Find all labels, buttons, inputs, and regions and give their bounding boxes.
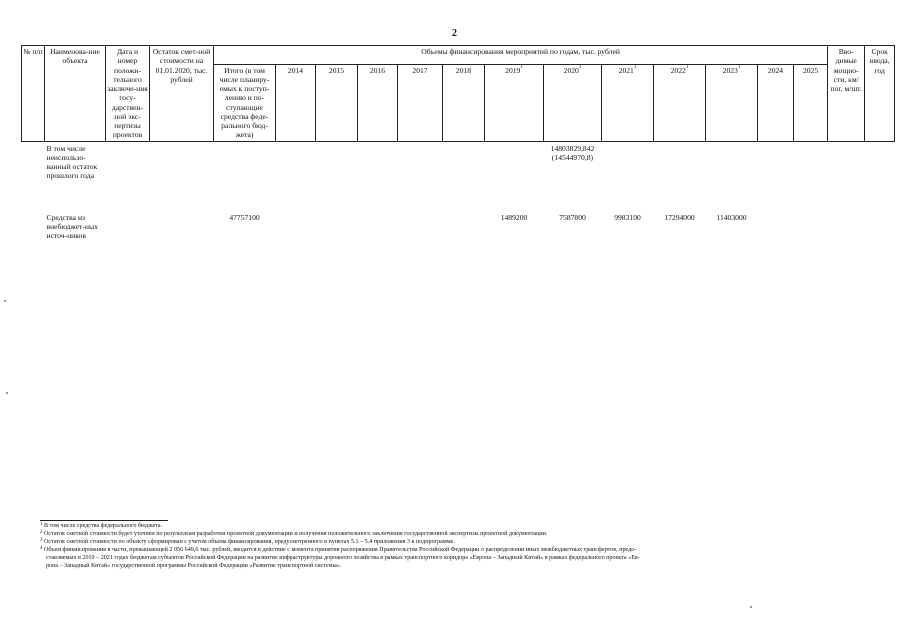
header-year — [358, 64, 398, 141]
header-year — [706, 64, 758, 141]
cell-value — [276, 141, 316, 207]
year-footnote-mark: 1 — [520, 64, 523, 70]
cell-value — [358, 207, 398, 266]
year-label: 2016 — [369, 65, 386, 75]
footnote — [40, 539, 880, 547]
header-name: Наименова-ние объекта — [45, 46, 106, 142]
year-label: 2021 — [618, 65, 634, 75]
header-term: Срок ввода, год — [865, 46, 895, 142]
footnote-separator — [40, 520, 168, 521]
header-year — [794, 64, 828, 141]
header-year — [485, 64, 544, 141]
header-balance: Остаток смет-ной стоимости на 01.01.2020, тыс. рублей — [150, 46, 214, 142]
scan-speck — [6, 392, 8, 394]
row-name: В том числе неиспользо-ванный остаток прошлого года — [46, 143, 98, 181]
footnote-mark: 4 — [40, 545, 43, 551]
header-year — [276, 64, 316, 141]
row-total — [214, 141, 276, 207]
header-year — [443, 64, 485, 141]
header-year — [544, 64, 602, 141]
cell-value — [398, 141, 443, 207]
header-year — [654, 64, 706, 141]
header-funding-group: Объемы финансирования мероприятий по годам, тыс. рублей — [214, 46, 828, 65]
cell-value — [443, 141, 485, 207]
cell-value — [654, 141, 706, 207]
row-name: Средства из внебюджет-ных источ-ников — [46, 212, 98, 240]
year-label: 2017 — [412, 65, 428, 75]
header-year — [316, 64, 358, 141]
year-label: 2020 — [563, 65, 579, 75]
header-year — [398, 64, 443, 141]
cell-value: 1489200 — [500, 212, 528, 222]
header-year — [758, 64, 794, 141]
year-footnote-mark: 1 — [685, 64, 689, 70]
cell-value: 17294000 — [664, 212, 695, 222]
cell-value: 11403000 — [716, 212, 747, 222]
cell-value — [758, 141, 794, 207]
cell-value — [602, 141, 654, 207]
footnote-text: В том числе средства федерального бюджета. — [44, 523, 163, 529]
footnote-continuation: ропа – Западный Китай» государственной программы Российской Федерации «Развитие транспортной системы». — [46, 562, 342, 569]
footnote-text: Остаток сметной стоимости по объекту сформирован с учетом объема финансирования, предусмотренного в пунктах 5.1 – 5.4 приложения 3 к подпрограмме. — [44, 538, 455, 545]
cell-value — [316, 141, 358, 207]
header-capacity: Вво-димые мощно-сти, км/ пог. м/шт. — [828, 46, 865, 142]
footnote-text: Объем финансирования в части, превышающей 2 056 649,6 тыс. рублей, вводится в действие с момента принятия распоряжения Правительства Российской Федерации о распределении иных межбюджетных трансфертов, предо- — [44, 546, 637, 553]
scan-speck — [750, 606, 752, 608]
header-total: Итого (в том числе планиру-емых к поступ-лению и по-ступающие средства феде-рального бюд-жета) — [214, 64, 276, 141]
cell-value — [706, 141, 758, 207]
footnote — [40, 547, 880, 555]
cell-value: 14803829,842 (14544970,8) — [550, 143, 595, 162]
year-label: 2022 — [670, 65, 686, 75]
footnote-mark: 1 — [40, 522, 43, 527]
page-number: 2 — [452, 28, 457, 39]
header-year — [602, 64, 654, 141]
scan-speck — [4, 300, 6, 302]
cell-value — [316, 207, 358, 266]
header-date: Дата и номер положи-тельного заключе-ния госу-дарствен-ной экс-пертизы проектов — [107, 47, 148, 140]
cell-value — [398, 207, 443, 266]
table-row — [22, 207, 895, 266]
cell-value: 9983100 — [614, 212, 641, 222]
year-label: 2023 — [722, 65, 738, 75]
footnote — [40, 531, 880, 539]
cell-value — [794, 141, 828, 207]
cell-value — [443, 207, 485, 266]
year-label: 2024 — [767, 65, 784, 75]
row-total: 47757100 — [229, 212, 260, 222]
cell-value — [485, 141, 544, 207]
footnote-mark: 3 — [40, 537, 43, 543]
footnote-continuation: ставляемых в 2019 – 2021 годах бюджетам субъектов Российской Федерации на развитие инфраструктуры дорожного хозяйства в рамках транспортного коридора «Европа – Западный Китай» в рамках федерального проекта «Ев- — [46, 554, 640, 561]
cell-value — [358, 141, 398, 207]
year-label: 2025 — [802, 65, 819, 75]
funding-table — [21, 45, 895, 266]
year-label: 2014 — [287, 65, 304, 75]
cell-value — [276, 207, 316, 266]
cell-value: 7587800 — [559, 212, 586, 222]
year-footnote-mark: 1 — [737, 64, 741, 70]
cell-value — [758, 207, 794, 266]
year-footnote-mark: 1 — [578, 64, 582, 70]
year-label: 2018 — [455, 65, 472, 75]
footnotes — [40, 520, 880, 571]
header-num: № п/п — [22, 46, 45, 142]
table-row — [22, 141, 895, 207]
footnote — [40, 523, 880, 531]
year-label: 2015 — [328, 65, 345, 75]
footnote-mark: 2 — [40, 529, 43, 535]
year-label: 2019 — [505, 65, 521, 75]
footnote-text: Остаток сметной стоимости будет уточнен по результатам разработки проектной документации и получения положительного заключения государственной экспертизы проектной документации. — [44, 530, 548, 537]
year-footnote-mark: 1 — [633, 64, 637, 70]
cell-value — [794, 207, 828, 266]
